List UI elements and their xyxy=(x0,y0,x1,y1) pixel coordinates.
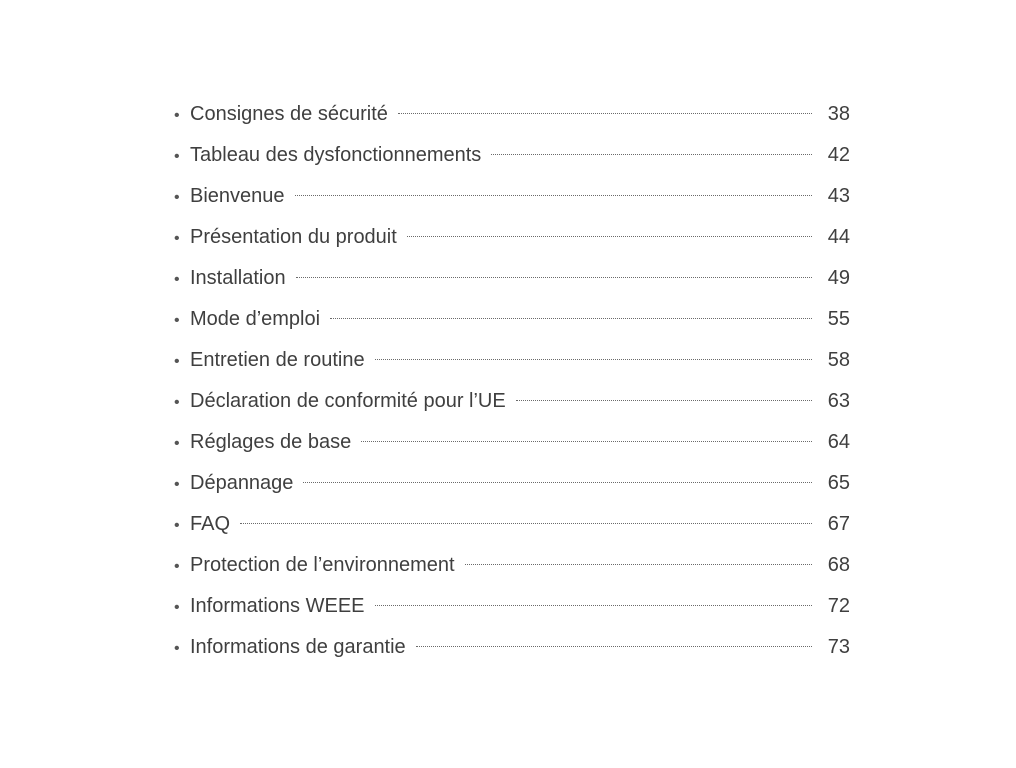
toc-entry[interactable] xyxy=(174,301,850,342)
toc-entry-page[interactable]: 64 xyxy=(827,431,850,453)
toc-entry-title[interactable]: Informations de garantie xyxy=(190,636,406,658)
toc-entry-page[interactable]: 49 xyxy=(827,267,850,289)
toc-entry-page[interactable]: 65 xyxy=(827,472,850,494)
dotted-leader xyxy=(330,318,812,319)
dotted-leader xyxy=(407,236,812,237)
bullet-icon: • xyxy=(174,394,180,411)
toc-entry-page[interactable]: 73 xyxy=(827,636,850,658)
toc-entry[interactable] xyxy=(174,219,850,260)
toc-entry-title[interactable]: Tableau des dysfonctionnements xyxy=(190,144,482,166)
toc-entry-page[interactable]: 44 xyxy=(827,226,850,248)
dotted-leader xyxy=(398,113,812,114)
bullet-icon: • xyxy=(174,640,180,657)
toc-entry[interactable] xyxy=(174,588,850,629)
toc-entry-page[interactable]: 72 xyxy=(827,595,850,617)
bullet-icon: • xyxy=(174,599,180,616)
toc-entry-title[interactable]: Réglages de base xyxy=(190,431,352,453)
dotted-leader xyxy=(516,400,812,401)
dotted-leader xyxy=(296,277,812,278)
dotted-leader xyxy=(375,605,812,606)
toc-entry-page[interactable]: 38 xyxy=(827,103,850,125)
toc-entry[interactable] xyxy=(174,383,850,424)
toc-entry[interactable] xyxy=(174,465,850,506)
toc-entry-page[interactable]: 43 xyxy=(827,185,850,207)
bullet-icon: • xyxy=(174,435,180,452)
toc-entry[interactable] xyxy=(174,506,850,547)
bullet-icon: • xyxy=(174,271,180,288)
bullet-icon: • xyxy=(174,189,180,206)
toc-entry-page[interactable]: 55 xyxy=(827,308,850,330)
bullet-icon: • xyxy=(174,148,180,165)
bullet-icon: • xyxy=(174,312,180,329)
dotted-leader xyxy=(295,195,812,196)
toc-entry-title[interactable]: Présentation du produit xyxy=(190,226,397,248)
bullet-icon: • xyxy=(174,558,180,575)
toc-entry[interactable] xyxy=(174,96,850,137)
bullet-icon: • xyxy=(174,107,180,124)
toc-entry-page[interactable]: 63 xyxy=(827,390,850,412)
toc-entry-title[interactable]: Entretien de routine xyxy=(190,349,365,371)
dotted-leader xyxy=(361,441,812,442)
dotted-leader xyxy=(303,482,812,483)
toc-entry-page[interactable]: 58 xyxy=(827,349,850,371)
toc-entry-title[interactable]: Consignes de sécurité xyxy=(190,103,388,125)
toc-entry[interactable] xyxy=(174,424,850,465)
toc-entry[interactable] xyxy=(174,260,850,301)
toc-entry-title[interactable]: Protection de l’environnement xyxy=(190,554,455,576)
toc-entry[interactable] xyxy=(174,137,850,178)
toc-entry-title[interactable]: Bienvenue xyxy=(190,185,285,207)
dotted-leader xyxy=(491,154,812,155)
bullet-icon: • xyxy=(174,230,180,247)
toc-entry-title[interactable]: Installation xyxy=(190,267,286,289)
toc-entry-title[interactable]: FAQ xyxy=(190,513,231,535)
toc-entry-page[interactable]: 68 xyxy=(827,554,850,576)
toc-entry-title[interactable]: Informations WEEE xyxy=(190,595,365,617)
dotted-leader xyxy=(375,359,812,360)
toc-entry[interactable] xyxy=(174,629,850,670)
toc-entry[interactable] xyxy=(174,547,850,588)
toc-entry[interactable] xyxy=(174,178,850,219)
bullet-icon: • xyxy=(174,476,180,493)
dotted-leader xyxy=(416,646,812,647)
toc-entry-title[interactable]: Déclaration de conformité pour l’UE xyxy=(190,390,506,412)
toc-entry[interactable] xyxy=(174,342,850,383)
toc-entry-page[interactable]: 42 xyxy=(827,144,850,166)
toc-entry-title[interactable]: Dépannage xyxy=(190,472,294,494)
dotted-leader xyxy=(465,564,812,565)
bullet-icon: • xyxy=(174,517,180,534)
dotted-leader xyxy=(240,523,812,524)
toc-entry-page[interactable]: 67 xyxy=(827,513,850,535)
toc-entry-title[interactable]: Mode d’emploi xyxy=(190,308,321,330)
bullet-icon: • xyxy=(174,353,180,370)
table-of-contents xyxy=(174,96,850,670)
